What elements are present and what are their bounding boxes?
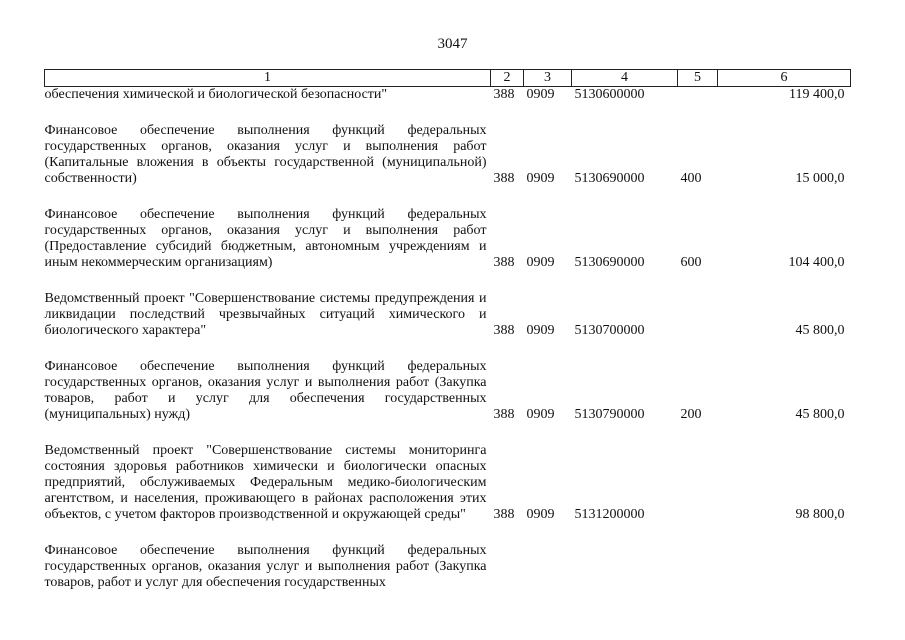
table-header-row <box>45 70 851 87</box>
row-description: Финансовое обеспечение выполнения функций федеральных государственных органов, оказания услуг и выполнения работ (Предоставление субсидий бюджетным, автономным учреждениям и иным некоммерческим организациям) <box>44 207 487 270</box>
header-col-2: 2 <box>491 70 524 87</box>
row-expense-type <box>678 87 718 104</box>
row-ved-code <box>491 543 524 591</box>
table-row <box>45 123 851 187</box>
table-row <box>45 291 851 339</box>
table-row <box>45 207 851 271</box>
row-target-code: 5130700000 <box>574 323 645 338</box>
row-section-code: 0909 <box>526 407 555 422</box>
header-col-1: 1 <box>45 70 491 87</box>
table-row <box>45 87 851 104</box>
row-section-code <box>524 543 572 591</box>
header-col-6: 6 <box>718 70 851 87</box>
row-section-code: 0909 <box>526 323 555 338</box>
row-ved-code: 388 <box>493 507 515 522</box>
row-description: Ведомственный проект "Совершенствование системы предупреждения и ликвидации последствий чрезвычайных ситуаций химического и биологического характера" <box>44 291 487 338</box>
row-amount <box>718 543 851 591</box>
row-expense-type <box>678 543 718 591</box>
row-description: Финансовое обеспечение выполнения функций федеральных государственных органов, оказания услуг и выполнения работ (Капитальные вложения в объекты государственной (муниципальной) собственности) <box>44 123 487 186</box>
row-target-code: 5130690000 <box>574 255 645 270</box>
row-ved-code: 388 <box>493 255 515 270</box>
table-row <box>45 543 851 591</box>
row-section-code: 0909 <box>526 255 555 270</box>
row-ved-code: 388 <box>493 171 515 186</box>
row-target-code: 5130600000 <box>574 87 645 102</box>
row-section-code: 0909 <box>526 87 555 102</box>
row-target-code: 5130790000 <box>574 407 645 422</box>
row-ved-code: 388 <box>493 407 515 422</box>
row-amount: 119 400,0 <box>789 87 845 102</box>
row-amount: 15 000,0 <box>795 171 845 186</box>
header-col-5: 5 <box>678 70 718 87</box>
header-col-3: 3 <box>524 70 572 87</box>
row-target-code: 5130690000 <box>574 171 645 186</box>
row-target-code: 5131200000 <box>574 507 645 522</box>
row-ved-code: 388 <box>493 87 515 102</box>
row-description: обеспечения химической и биологической безопасности" <box>44 87 388 102</box>
page-number: 3047 <box>437 36 468 52</box>
header-col-4: 4 <box>572 70 678 87</box>
table-row <box>45 359 851 423</box>
row-expense-type: 400 <box>680 171 702 186</box>
row-expense-type <box>678 291 718 339</box>
table-row <box>45 443 851 523</box>
row-expense-type: 200 <box>680 407 702 422</box>
row-description: Финансовое обеспечение выполнения функций федеральных государственных органов, оказания услуг и выполнения работ (Закупка товаров, работ и услуг для обеспечения государственных <box>44 543 487 590</box>
row-description: Финансовое обеспечение выполнения функций федеральных государственных органов, оказания услуг и выполнения работ (Закупка товаров, работ и услуг для обеспечения государственных (муниципальных) нужд) <box>44 359 487 422</box>
row-section-code: 0909 <box>526 507 555 522</box>
budget-table <box>44 69 851 591</box>
row-section-code: 0909 <box>526 171 555 186</box>
row-target-code <box>572 543 678 591</box>
row-expense-type <box>678 443 718 523</box>
row-expense-type: 600 <box>680 255 702 270</box>
row-amount: 104 400,0 <box>788 255 845 270</box>
row-amount: 98 800,0 <box>795 507 845 522</box>
row-amount: 45 800,0 <box>795 323 845 338</box>
row-amount: 45 800,0 <box>795 407 845 422</box>
row-description: Ведомственный проект "Совершенствование системы мониторинга состояния здоровья работников химически и биологически опасных предприятий, обслуживаемых Федеральным медико-биологическим агентством, и населения, проживающего в районах расположения этих объектов, с учетом факторов производственной и окружающей среды" <box>44 443 487 522</box>
row-ved-code: 388 <box>493 323 515 338</box>
